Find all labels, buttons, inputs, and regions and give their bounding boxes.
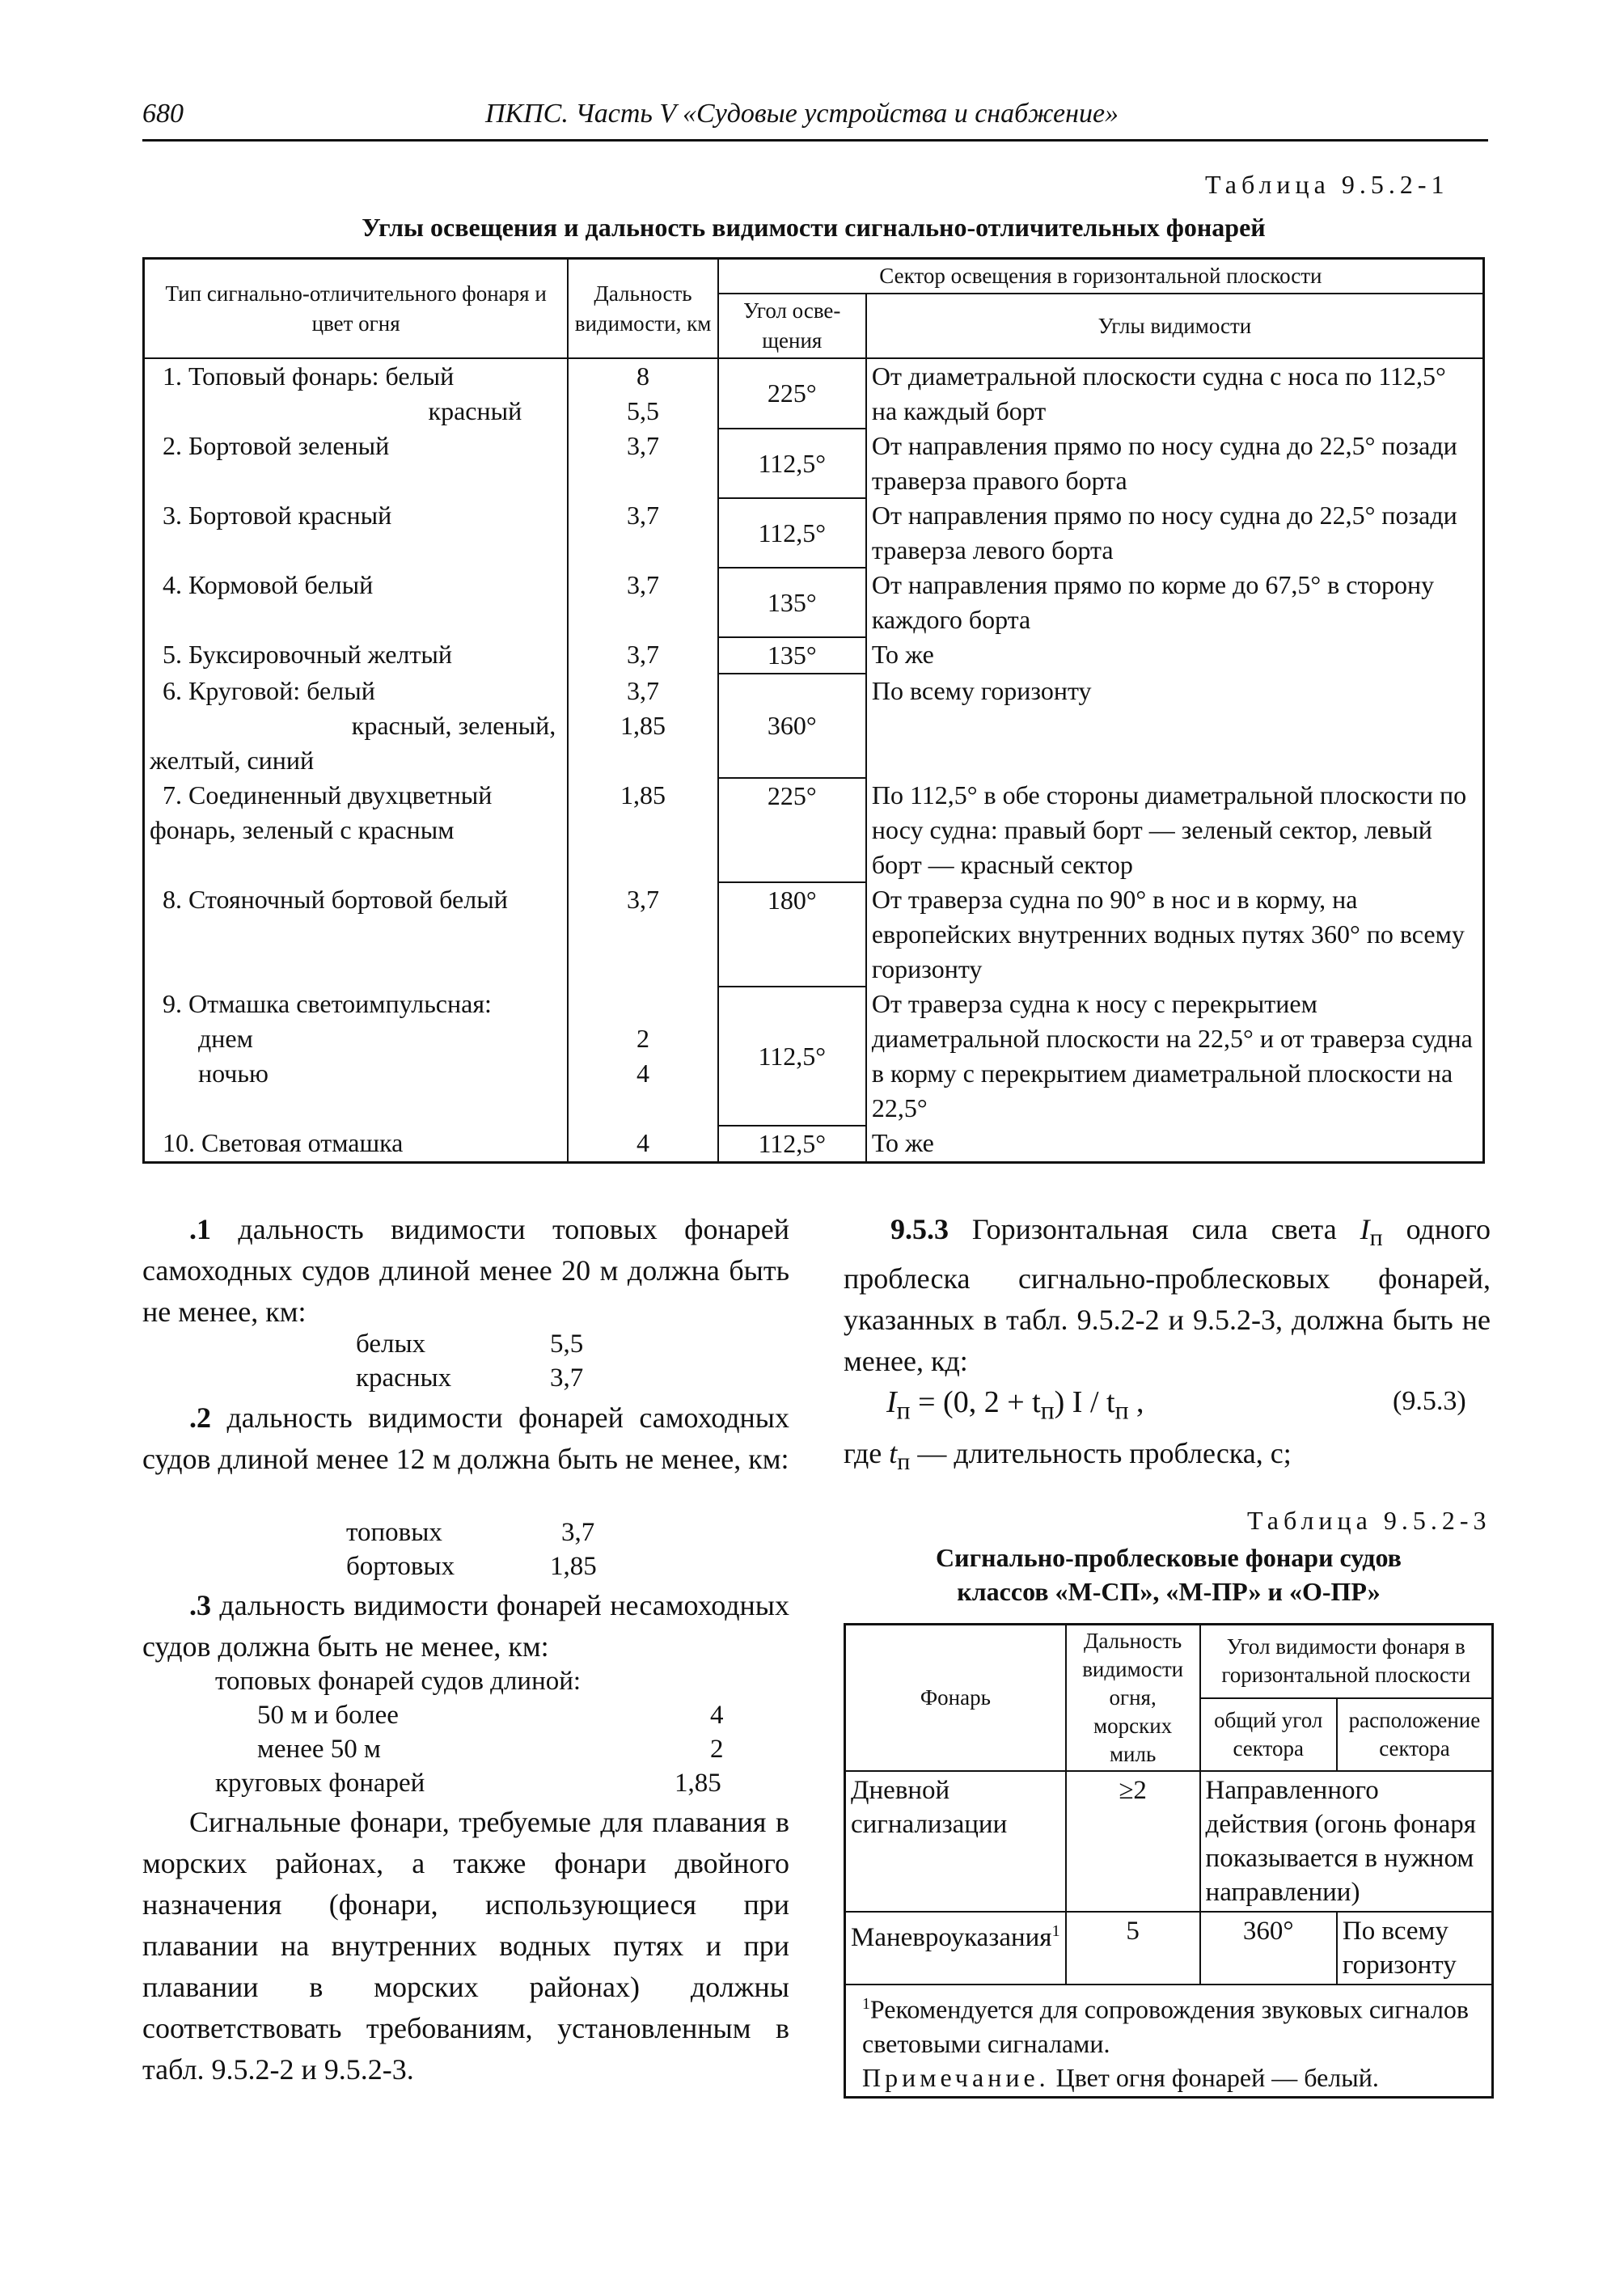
table3-head-lamp: Фонарь bbox=[845, 1625, 1066, 1772]
row-type bbox=[144, 882, 569, 987]
item-number: .2 bbox=[189, 1401, 211, 1434]
table1-head-row bbox=[144, 259, 1484, 294]
table-row bbox=[144, 882, 1484, 987]
distance-value: 2 bbox=[636, 1024, 649, 1053]
row-type-line: 2. Бортовой зеленый bbox=[163, 431, 390, 460]
table1-head-distance: Дальность видимости, км bbox=[568, 259, 718, 359]
row-type bbox=[144, 429, 569, 498]
table3-title-line: классов «М-СП», «М-ПР» и «О-ПР» bbox=[957, 1577, 1381, 1606]
row-distance bbox=[568, 987, 718, 1126]
table3-head-angle-group: Угол видимости фонаря в горизонтальной плоскости bbox=[1200, 1625, 1493, 1698]
list-value: 4 bbox=[710, 1701, 724, 1730]
table3-lamp bbox=[845, 1912, 1066, 1985]
row-distance: 3,7 bbox=[568, 429, 718, 498]
row-type-line: красный bbox=[428, 396, 522, 425]
row-distance: 3,7 bbox=[568, 568, 718, 637]
table-row bbox=[144, 637, 1484, 674]
right-paragraph-2 bbox=[844, 1433, 1491, 1482]
right-paragraph-1 bbox=[844, 1209, 1491, 1382]
table3-position: По всему горизонту bbox=[1337, 1912, 1493, 1985]
formula bbox=[886, 1384, 1144, 1426]
footnote-text: Рекомендуется для сопровождения звуковых сигналов световыми сигналами. bbox=[862, 1994, 1470, 2058]
formula-rhs: ) I / t bbox=[1054, 1385, 1115, 1419]
paragraph-text: дальность видимости фонарей самоходных судов длиной менее 12 м должна быть не менее, км: bbox=[142, 1401, 789, 1475]
table3-title bbox=[844, 1541, 1494, 1608]
row-type-line: 5. Буксировочный желтый bbox=[163, 640, 453, 669]
symbol: t bbox=[889, 1437, 898, 1469]
running-title: ПКПС. Часть V «Судовые устройства и снабжение» bbox=[485, 99, 1119, 129]
formula-tail: , bbox=[1136, 1385, 1144, 1419]
table3-title-line: Сигнально-проблесковые фонари судов bbox=[936, 1543, 1402, 1572]
row-type bbox=[144, 358, 569, 429]
table1 bbox=[142, 257, 1485, 1164]
distance-value: 5,5 bbox=[627, 396, 659, 425]
table-row bbox=[845, 1912, 1493, 1985]
row-type-line: 9. Отмашка светоимпульсная: bbox=[163, 989, 492, 1018]
list-value: 1,85 bbox=[550, 1552, 597, 1581]
distance-value: 8 bbox=[636, 361, 649, 391]
formula-sub: п bbox=[1114, 1396, 1129, 1425]
list-item bbox=[356, 1327, 647, 1361]
row-type-line: 7. Соединенный двухцветный bbox=[163, 780, 493, 809]
row-angle: 180° bbox=[718, 882, 866, 987]
list-key: круговых фонарей bbox=[215, 1769, 425, 1798]
row-distance: 3,7 bbox=[568, 882, 718, 987]
row-distance bbox=[568, 674, 718, 778]
footnote-marker: 1 bbox=[862, 1995, 870, 2013]
table3 bbox=[844, 1623, 1494, 2099]
row-angle: 112,5° bbox=[718, 987, 866, 1126]
paragraph-text: дальность видимости топовых фонарей самоходных судов длиной менее 20 м должна быть не менее, км: bbox=[142, 1213, 789, 1328]
left-paragraph-4 bbox=[142, 1802, 789, 2090]
row-description: От направления прямо по носу судна до 22,5° позади траверза правого борта bbox=[866, 429, 1484, 498]
left-paragraph-1 bbox=[142, 1209, 789, 1333]
list-key: бортовых bbox=[346, 1552, 455, 1581]
symbol-subscript: п bbox=[1369, 1224, 1383, 1252]
table3-label: Таблица 9.5.2-3 bbox=[1247, 1506, 1491, 1535]
row-description: По всему горизонту bbox=[866, 674, 1484, 778]
table3-footnotes bbox=[845, 1985, 1493, 2097]
list-item bbox=[356, 1361, 647, 1395]
table-row bbox=[144, 358, 1484, 429]
table-row bbox=[144, 674, 1484, 778]
list-item bbox=[257, 1732, 726, 1766]
row-type-line: днем bbox=[198, 1024, 253, 1053]
row-type bbox=[144, 1126, 569, 1163]
list-key: красных bbox=[356, 1363, 452, 1393]
paragraph-text: Горизонтальная сила света bbox=[971, 1213, 1337, 1245]
table3-lamp-label: Маневроуказания bbox=[851, 1923, 1052, 1952]
table1-head-angle: Угол осве-щения bbox=[718, 294, 866, 358]
row-type bbox=[144, 674, 569, 778]
left-paragraph-3 bbox=[142, 1585, 789, 1668]
row-type-line: 4. Кормовой белый bbox=[163, 570, 374, 599]
table-row bbox=[144, 1126, 1484, 1163]
list-item bbox=[215, 1766, 726, 1800]
distance-value: 4 bbox=[636, 1059, 649, 1088]
section-number: 9.5.3 bbox=[890, 1213, 949, 1245]
table3-footer bbox=[845, 1985, 1493, 2097]
list-item bbox=[346, 1549, 637, 1583]
row-description: По 112,5° в обе стороны диаметральной плоскости по носу судна: правый борт — зеленый сектор, левый борт — красный сектор bbox=[866, 778, 1484, 882]
paragraph-text: — длительность проблеска, с; bbox=[917, 1437, 1292, 1469]
list-key: 50 м и более bbox=[257, 1701, 399, 1730]
table1-head-type: Тип сигнально-отличительного фонаря и цвет огня bbox=[144, 259, 569, 359]
row-type bbox=[144, 778, 569, 882]
row-type-line: 6. Круговой: белый bbox=[163, 676, 375, 705]
page-number: 680 bbox=[142, 99, 184, 129]
note bbox=[851, 2061, 1487, 2094]
row-type-line: фонарь, зеленый с красным bbox=[150, 815, 455, 844]
table3-angle: 360° bbox=[1200, 1912, 1337, 1985]
row-type bbox=[144, 637, 569, 674]
formula-number: (9.5.3) bbox=[1393, 1386, 1466, 1416]
table3-head-sector-total: общий угол сектора bbox=[1200, 1698, 1337, 1771]
formula-lhs: I bbox=[886, 1385, 897, 1419]
row-angle: 225° bbox=[718, 358, 866, 429]
footnote-marker: 1 bbox=[1051, 1922, 1060, 1940]
row-angle: 135° bbox=[718, 637, 866, 674]
list-value: 3,7 bbox=[561, 1518, 595, 1547]
table3-distance: 5 bbox=[1066, 1912, 1200, 1985]
row-distance: 3,7 bbox=[568, 637, 718, 674]
formula-sub: п bbox=[896, 1396, 911, 1425]
row-angle: 360° bbox=[718, 674, 866, 778]
row-description: То же bbox=[866, 1126, 1484, 1163]
paragraph-text: где bbox=[844, 1437, 882, 1469]
list-item bbox=[346, 1515, 637, 1549]
paragraph-text: одного проблеска сигнально-проблесковых фонарей, указанных в табл. 9.5.2-2 и 9.5.2-3, должна быть не менее, кд: bbox=[844, 1213, 1491, 1378]
list-value: 3,7 bbox=[550, 1363, 584, 1393]
distance-value: 1,85 bbox=[620, 711, 666, 740]
table3-description: Направленного действия (огонь фонаря показывается в нужном направлении) bbox=[1200, 1771, 1493, 1912]
paragraph-text: дальность видимости фонарей несамоходных судов должна быть не менее, км: bbox=[142, 1589, 789, 1663]
footnote bbox=[851, 1987, 1487, 2061]
item-number: .1 bbox=[189, 1213, 211, 1245]
row-type-line: 10. Световая отмашка bbox=[163, 1128, 404, 1157]
table3-head-row bbox=[845, 1625, 1493, 1698]
row-angle: 135° bbox=[718, 568, 866, 637]
row-type bbox=[144, 568, 569, 637]
list-key: топовых bbox=[346, 1518, 442, 1547]
note-label: Примечание. bbox=[862, 2062, 1050, 2092]
table-row bbox=[144, 429, 1484, 498]
header-rule bbox=[142, 139, 1488, 142]
list-item bbox=[257, 1698, 726, 1732]
row-type-line: желтый, синий bbox=[150, 746, 315, 775]
row-distance bbox=[568, 358, 718, 429]
row-distance: 4 bbox=[568, 1126, 718, 1163]
paragraph-text: Сигнальные фонари, требуемые для плавания в морских районах, а также фонари двойного назначения (фонари, использующиеся при плавании на внутренних водных путях и при плавании в морских районах) должны соответствовать требованиям, установленным в табл. 9.5.2-2 и 9.5.2-3. bbox=[142, 1806, 789, 2086]
table-row bbox=[144, 498, 1484, 568]
formula-sub: п bbox=[1040, 1396, 1055, 1425]
distance-value bbox=[573, 987, 713, 1021]
row-type-line: ночью bbox=[198, 1059, 269, 1088]
table1-title: Углы освещения и дальность видимости сигнально-отличительных фонарей bbox=[362, 213, 1266, 242]
row-type-line: 8. Стояночный бортовой белый bbox=[163, 885, 508, 914]
row-distance: 1,85 bbox=[568, 778, 718, 882]
row-type bbox=[144, 987, 569, 1126]
item-number: .3 bbox=[189, 1589, 211, 1621]
row-description: От направления прямо по корме до 67,5° в сторону каждого борта bbox=[866, 568, 1484, 637]
row-type-line: 1. Топовый фонарь: белый bbox=[163, 361, 455, 391]
list-subheading: топовых фонарей судов длиной: bbox=[215, 1667, 582, 1696]
list-value: 1,85 bbox=[675, 1769, 721, 1798]
row-angle: 112,5° bbox=[718, 429, 866, 498]
row-angle: 112,5° bbox=[718, 1126, 866, 1163]
table3-head-distance: Дальность видимости огня, морских миль bbox=[1066, 1625, 1200, 1772]
symbol: I bbox=[1360, 1213, 1370, 1245]
table-row bbox=[845, 1771, 1493, 1912]
list-value: 5,5 bbox=[550, 1329, 584, 1359]
row-type-line: красный, зеленый, bbox=[351, 711, 556, 740]
table-row bbox=[144, 987, 1484, 1126]
note-text: Цвет огня фонарей — белый. bbox=[1055, 2062, 1379, 2092]
distance-value: 3,7 bbox=[627, 676, 659, 705]
formula-rhs: = (0, 2 + t bbox=[918, 1385, 1041, 1419]
row-description: От направления прямо по носу судна до 22,5° позади траверза левого борта bbox=[866, 498, 1484, 568]
row-description: От траверза судна к носу с перекрытием диаметральной плоскости на 22,5° и от траверза судна в корму с перекрытием диаметральной плоскости на 22,5° bbox=[866, 987, 1484, 1126]
row-distance: 3,7 bbox=[568, 498, 718, 568]
list-key: менее 50 м bbox=[257, 1735, 381, 1764]
list-key: белых bbox=[356, 1329, 426, 1359]
table1-head-sector: Сектор освещения в горизонтальной плоскости bbox=[718, 259, 1484, 294]
table-row bbox=[144, 568, 1484, 637]
row-angle: 225° bbox=[718, 778, 866, 882]
row-type-line: 3. Бортовой красный bbox=[163, 501, 392, 530]
left-paragraph-2 bbox=[142, 1397, 789, 1480]
table1-head-visibility: Углы видимости bbox=[866, 294, 1484, 358]
row-type bbox=[144, 498, 569, 568]
table3-distance: ≥2 bbox=[1066, 1771, 1200, 1912]
table3-lamp: Дневной сигнализации bbox=[845, 1771, 1066, 1912]
row-description: От диаметральной плоскости судна с носа по 112,5° на каждый борт bbox=[866, 358, 1484, 429]
table-row bbox=[144, 778, 1484, 882]
list-value: 2 bbox=[710, 1735, 724, 1764]
row-description: То же bbox=[866, 637, 1484, 674]
row-angle: 112,5° bbox=[718, 498, 866, 568]
table1-label: Таблица 9.5.2-1 bbox=[1205, 170, 1449, 199]
symbol-subscript: п bbox=[897, 1448, 911, 1476]
row-description: От траверза судна по 90° в нос и в корму, на европейских внутренних водных путях 360° по всему горизонту bbox=[866, 882, 1484, 987]
table3-head-sector-position: расположение сектора bbox=[1337, 1698, 1493, 1771]
